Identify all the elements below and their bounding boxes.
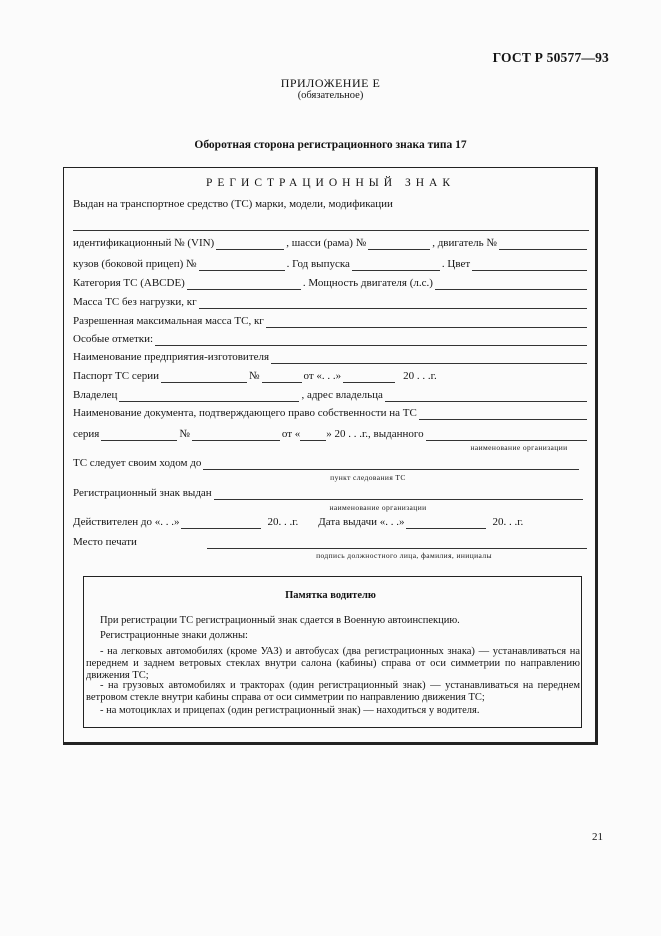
body-row <box>73 258 589 271</box>
passport-date-field[interactable] <box>343 372 395 383</box>
chassis-field[interactable] <box>368 239 430 250</box>
memo-title: Памятка водителю <box>285 590 376 601</box>
owner-label: Владелец <box>73 389 118 401</box>
memo-item-motorcycles: - на мотоциклах и прицепах (один регистрационный знак) — находиться у водителя. <box>100 705 480 716</box>
engine-field[interactable] <box>499 239 587 250</box>
appendix-label: ПРИЛОЖЕНИЕ Е <box>280 76 381 90</box>
doc-date-close: » 20 . . .г., выданного <box>326 428 424 440</box>
owner-row <box>73 389 589 402</box>
page-title: Оборотная сторона регистрационного знака типа 17 <box>194 139 467 151</box>
issued-for-row <box>73 198 589 211</box>
plate-issued-field[interactable] <box>214 489 583 500</box>
issue-year-label: 20. . .г. <box>492 516 524 528</box>
issued-for-label: Выдан на транспортное средство (ТС) марки, модели, модификации <box>73 198 393 210</box>
owner-field[interactable] <box>119 391 299 402</box>
ownership-doc-label: Наименование документа, подтверждающего право собственности на ТС <box>73 407 417 419</box>
manufacturer-row <box>73 351 589 364</box>
valid-until-field[interactable] <box>181 518 261 529</box>
memo-paragraph-2: Регистрационные знаки должны: <box>100 630 248 641</box>
issue-date-field[interactable] <box>406 518 486 529</box>
caption-signature: подпись должностного лица, фамилия, инициалы <box>316 551 492 560</box>
special-field[interactable] <box>155 335 587 346</box>
caption-org-2: наименование организации <box>329 503 427 512</box>
valid-year-label: 20. . .г. <box>267 516 299 528</box>
ownership-doc-field[interactable] <box>419 409 587 420</box>
special-row <box>73 333 589 346</box>
mass-empty-row <box>73 296 589 309</box>
mass-empty-label: Масса ТС без нагрузки, кг <box>73 296 197 308</box>
passport-year-label: 20 . . .г. <box>403 370 437 382</box>
passport-series-field[interactable] <box>161 372 247 383</box>
doc-series-label: серия <box>73 428 100 440</box>
body-label: кузов (боковой прицеп) № <box>73 258 197 270</box>
issuing-org-field[interactable] <box>426 430 587 441</box>
chassis-label: , шасси (рама) № <box>286 237 367 249</box>
category-label: Категория ТС (ABCDE) <box>73 277 185 289</box>
mass-max-label: Разрешенная максимальная масса ТС, кг <box>73 315 264 327</box>
appendix-status: (обязательное) <box>297 90 364 101</box>
doc-series-row <box>73 428 589 441</box>
power-field[interactable] <box>435 279 587 290</box>
engine-label: , двигатель № <box>432 237 497 249</box>
power-label: . Мощность двигателя (л.с.) <box>302 277 433 289</box>
issue-date-label: Дата выдачи «. . .» <box>318 516 405 528</box>
memo-item-trucks: - на грузовых автомобилях и тракторах (один регистрационный знак) — устанавливаться на переднем ветровом стекле внутри кабины справа от оси симметрии по направлению движения ТС; <box>86 680 580 703</box>
page-number: 21 <box>592 831 603 843</box>
doc-series-field[interactable] <box>101 430 177 441</box>
body-field[interactable] <box>199 260 285 271</box>
owner-address-label: , адрес владельца <box>301 389 383 401</box>
color-field[interactable] <box>472 260 587 271</box>
follows-label: ТС следует своим ходом до <box>73 457 202 469</box>
mass-max-row <box>73 315 589 328</box>
manufacturer-label: Наименование предприятия-изготовителя <box>73 351 270 363</box>
vin-field[interactable] <box>216 239 284 250</box>
model-blank-row <box>73 220 589 231</box>
validity-row <box>73 516 589 529</box>
vin-label: идентификационный № (VIN) <box>73 237 215 249</box>
year-field[interactable] <box>352 260 440 271</box>
owner-address-field[interactable] <box>385 391 587 402</box>
card-heading: РЕГИСТРАЦИОННЫЙ ЗНАК <box>205 177 456 189</box>
memo-item-cars: - на легковых автомобилях (кроме УАЗ) и автобусах (два регистрационных знака) — устанавливаться на переднем и заднем ветровых стеклах внутри салона (кабины) справа от оси симметрии по направлению движения ТС; <box>86 646 580 681</box>
passport-number-field[interactable] <box>262 372 302 383</box>
special-label: Особые отметки: <box>73 333 154 345</box>
standard-code: ГОСТ Р 50577—93 <box>492 50 609 65</box>
year-label: . Год выпуска <box>286 258 350 270</box>
seal-label: Место печати <box>73 536 137 548</box>
plate-issued-label: Регистрационный знак выдан <box>73 487 212 499</box>
doc-date-open: от « <box>281 428 301 440</box>
caption-org: наименование организации <box>470 443 568 452</box>
manufacturer-field[interactable] <box>271 353 587 364</box>
ownership-doc-row <box>73 407 589 420</box>
passport-date-label: от «. . .» <box>303 370 342 382</box>
mass-empty-field[interactable] <box>199 298 587 309</box>
follows-row <box>73 457 589 470</box>
signature-field[interactable] <box>207 538 587 549</box>
vin-row <box>73 237 589 250</box>
memo-paragraph-1: При регистрации ТС регистрационный знак сдается в Военную автоинспекцию. <box>100 615 460 626</box>
passport-series-label: Паспорт ТС серии <box>73 370 159 382</box>
doc-number-field[interactable] <box>192 430 280 441</box>
doc-date-field[interactable] <box>300 430 326 441</box>
category-field[interactable] <box>187 279 301 290</box>
valid-until-label: Действителен до «. . .» <box>73 516 180 528</box>
model-field[interactable] <box>73 220 589 231</box>
passport-row <box>73 370 589 383</box>
mass-max-field[interactable] <box>266 317 587 328</box>
passport-number-label: № <box>249 370 260 382</box>
plate-issued-row <box>73 487 589 500</box>
caption-destination: пункт следования ТС <box>330 473 406 482</box>
color-label: . Цвет <box>441 258 471 270</box>
seal-row <box>73 536 589 549</box>
category-row <box>73 277 589 290</box>
destination-field[interactable] <box>203 459 579 470</box>
doc-number-label: № <box>179 428 190 440</box>
